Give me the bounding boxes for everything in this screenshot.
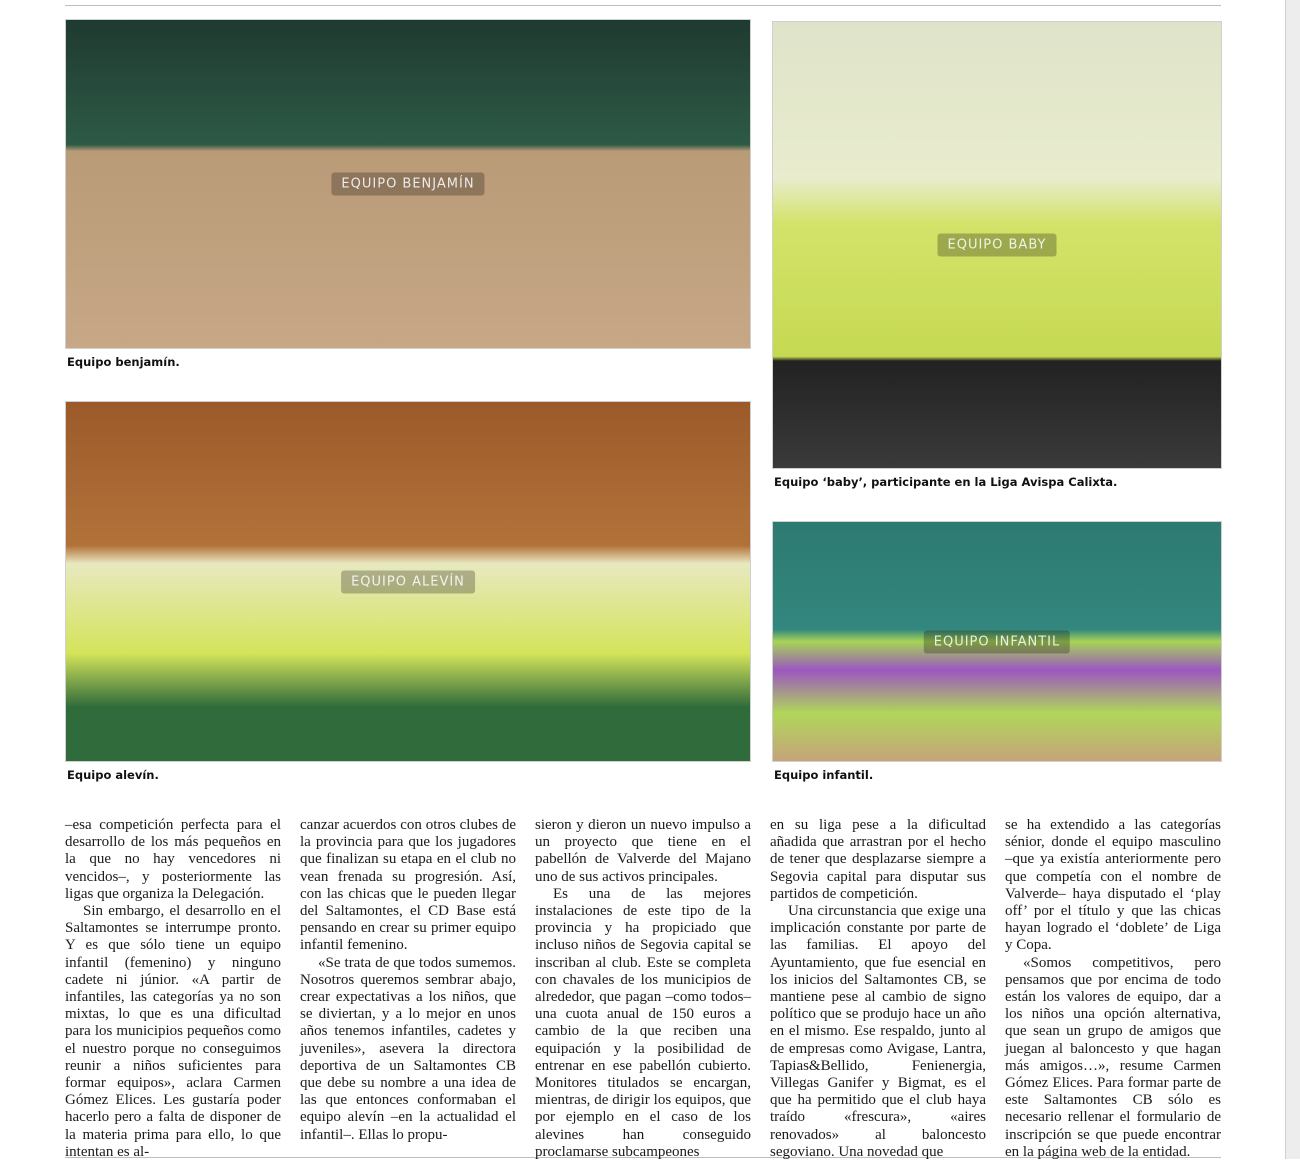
text-column-4 xyxy=(770,817,986,1161)
paragraph: –esa competición perfecta para el desarrollo de los más pequeños en la que no hay vencedores ni vencidos–, y posteriormente las ligas que organiza la Delegación. xyxy=(65,817,281,902)
text-column-3 xyxy=(535,817,751,1161)
paragraph: en su liga pese a la dificultad añadida que arrastran por el hecho de tener que desplazarse siempre a Segovia capital para disputar sus partidos de competición. xyxy=(770,817,986,902)
caption-alevin: Equipo alevín. xyxy=(67,768,159,782)
scrollbar[interactable] xyxy=(1285,0,1300,1159)
caption-infantil: Equipo infantil. xyxy=(774,768,874,782)
paragraph: canzar acuerdos con otros clubes de la provincia para que los jugadores que finalizan su etapa en el club no vean frenada su progresión. Así, con las chicas que le pueden llegar del Saltamontes, el CD Base está pensando en crear su primer equipo infantil femenino. xyxy=(300,817,516,954)
paragraph: Una circunstancia que exige una implicación constante por parte de las familias. El apoyo del Ayuntamiento, que fue esencial en los inicios del Saltamontes CB, se mantiene pese al cambio de signo político que se produjo hace un año en el mismo. Ese respaldo, junto al de empresas como Avigase, Lantra, Tapias&Bellido, Fenienergia, Villegas Ganifer y Bigmat, es el que ha permitido que el club haya traído «frescura», «aires renovados» al baloncesto segoviano. Una novedad que xyxy=(770,903,986,1160)
caption-benjamin: Equipo benjamín. xyxy=(67,355,180,369)
text-column-2 xyxy=(300,817,516,1144)
paragraph: Sin embargo, el desarrollo en el Saltamontes se interrumpe pronto. Y es que sólo tiene un equipo infantil (femenino) y ninguno cadete ni júnior. «A partir de infantiles, las categorías ya no son mixtas, lo que es una dificultad para los municipios pequeños como el nuestro porque no conseguimos reunir a niños suficientes para formar equipos», aclara Carmen Gómez Elices. Les gustaría poder hacerlo pero a falta de disponer de la materia prima para ello, lo que intentan es al- xyxy=(65,903,281,1160)
photo-infantil xyxy=(772,521,1222,762)
photo-alt: EQUIPO BENJAMÍN xyxy=(331,173,484,196)
caption-baby: Equipo ‘baby’, participante en la Liga Avispa Calixta. xyxy=(774,475,1118,489)
paragraph: «Somos competitivos, pero pensamos que por encima de todo están los valores de equipo, dar a los niños una opción alternativa, que sean un grupo de amigos que juegan al baloncesto y que hagan más amigos…», resume Carmen Gómez Elices. Para formar parte de este Saltamontes CB sólo es necesario rellenar el formulario de inscripción se que puede encontrar en la página web de la entidad. xyxy=(1005,954,1221,1160)
photo-baby xyxy=(772,21,1222,469)
photo-alt: EQUIPO ALEVÍN xyxy=(341,570,475,593)
photo-alevin xyxy=(65,401,751,762)
photo-benjamin xyxy=(65,19,751,349)
photo-alt: EQUIPO INFANTIL xyxy=(924,630,1070,653)
paragraph: se ha extendido a las categorías sénior, donde el equipo masculino –que ya existía anteriormente pero que competía con el nombre de Valverde– haya disputado el ‘play off’ por el título y que las chicas hayan logrado el ‘doblete’ de Liga y Copa. xyxy=(1005,817,1221,954)
paragraph: sieron y dieron un nuevo impulso a un proyecto que tiene en el pabellón de Valverde del Majano uno de sus activos principales. xyxy=(535,817,751,885)
photo-alt: EQUIPO BABY xyxy=(938,234,1057,257)
top-rule xyxy=(65,5,1221,6)
paragraph: «Se trata de que todos sumemos. Nosotros queremos sembrar abajo, crear expectativas a los niños, que se diviertan, y a lo mejor en unos años tenemos infantiles, cadetes y juveniles», asevera la directora deportiva de un Saltamontes CB que debe su nombre a una idea de las que entonces conformaban el equipo alevín –en la actualidad el infantil–. Ellas lo propu- xyxy=(300,954,516,1143)
paragraph: Es una de las mejores instalaciones de este tipo de la provincia y ha propiciado que incluso niños de Segovia capital se inscriban al club. Este se completa con chavales de los municipios de alrededor, que pagan –como todos– una cuota anual de 150 euros a cambio de la que reciben una equipación y la posibilidad de entrenar en ese pabellón cubierto. Monitores titulados se encargan, mientras, de dirigir los equipos, que por ejemplo en el caso de los alevines han conseguido proclamarse subcampeones xyxy=(535,885,751,1160)
text-column-5 xyxy=(1005,817,1221,1161)
text-column-1 xyxy=(65,817,281,1161)
